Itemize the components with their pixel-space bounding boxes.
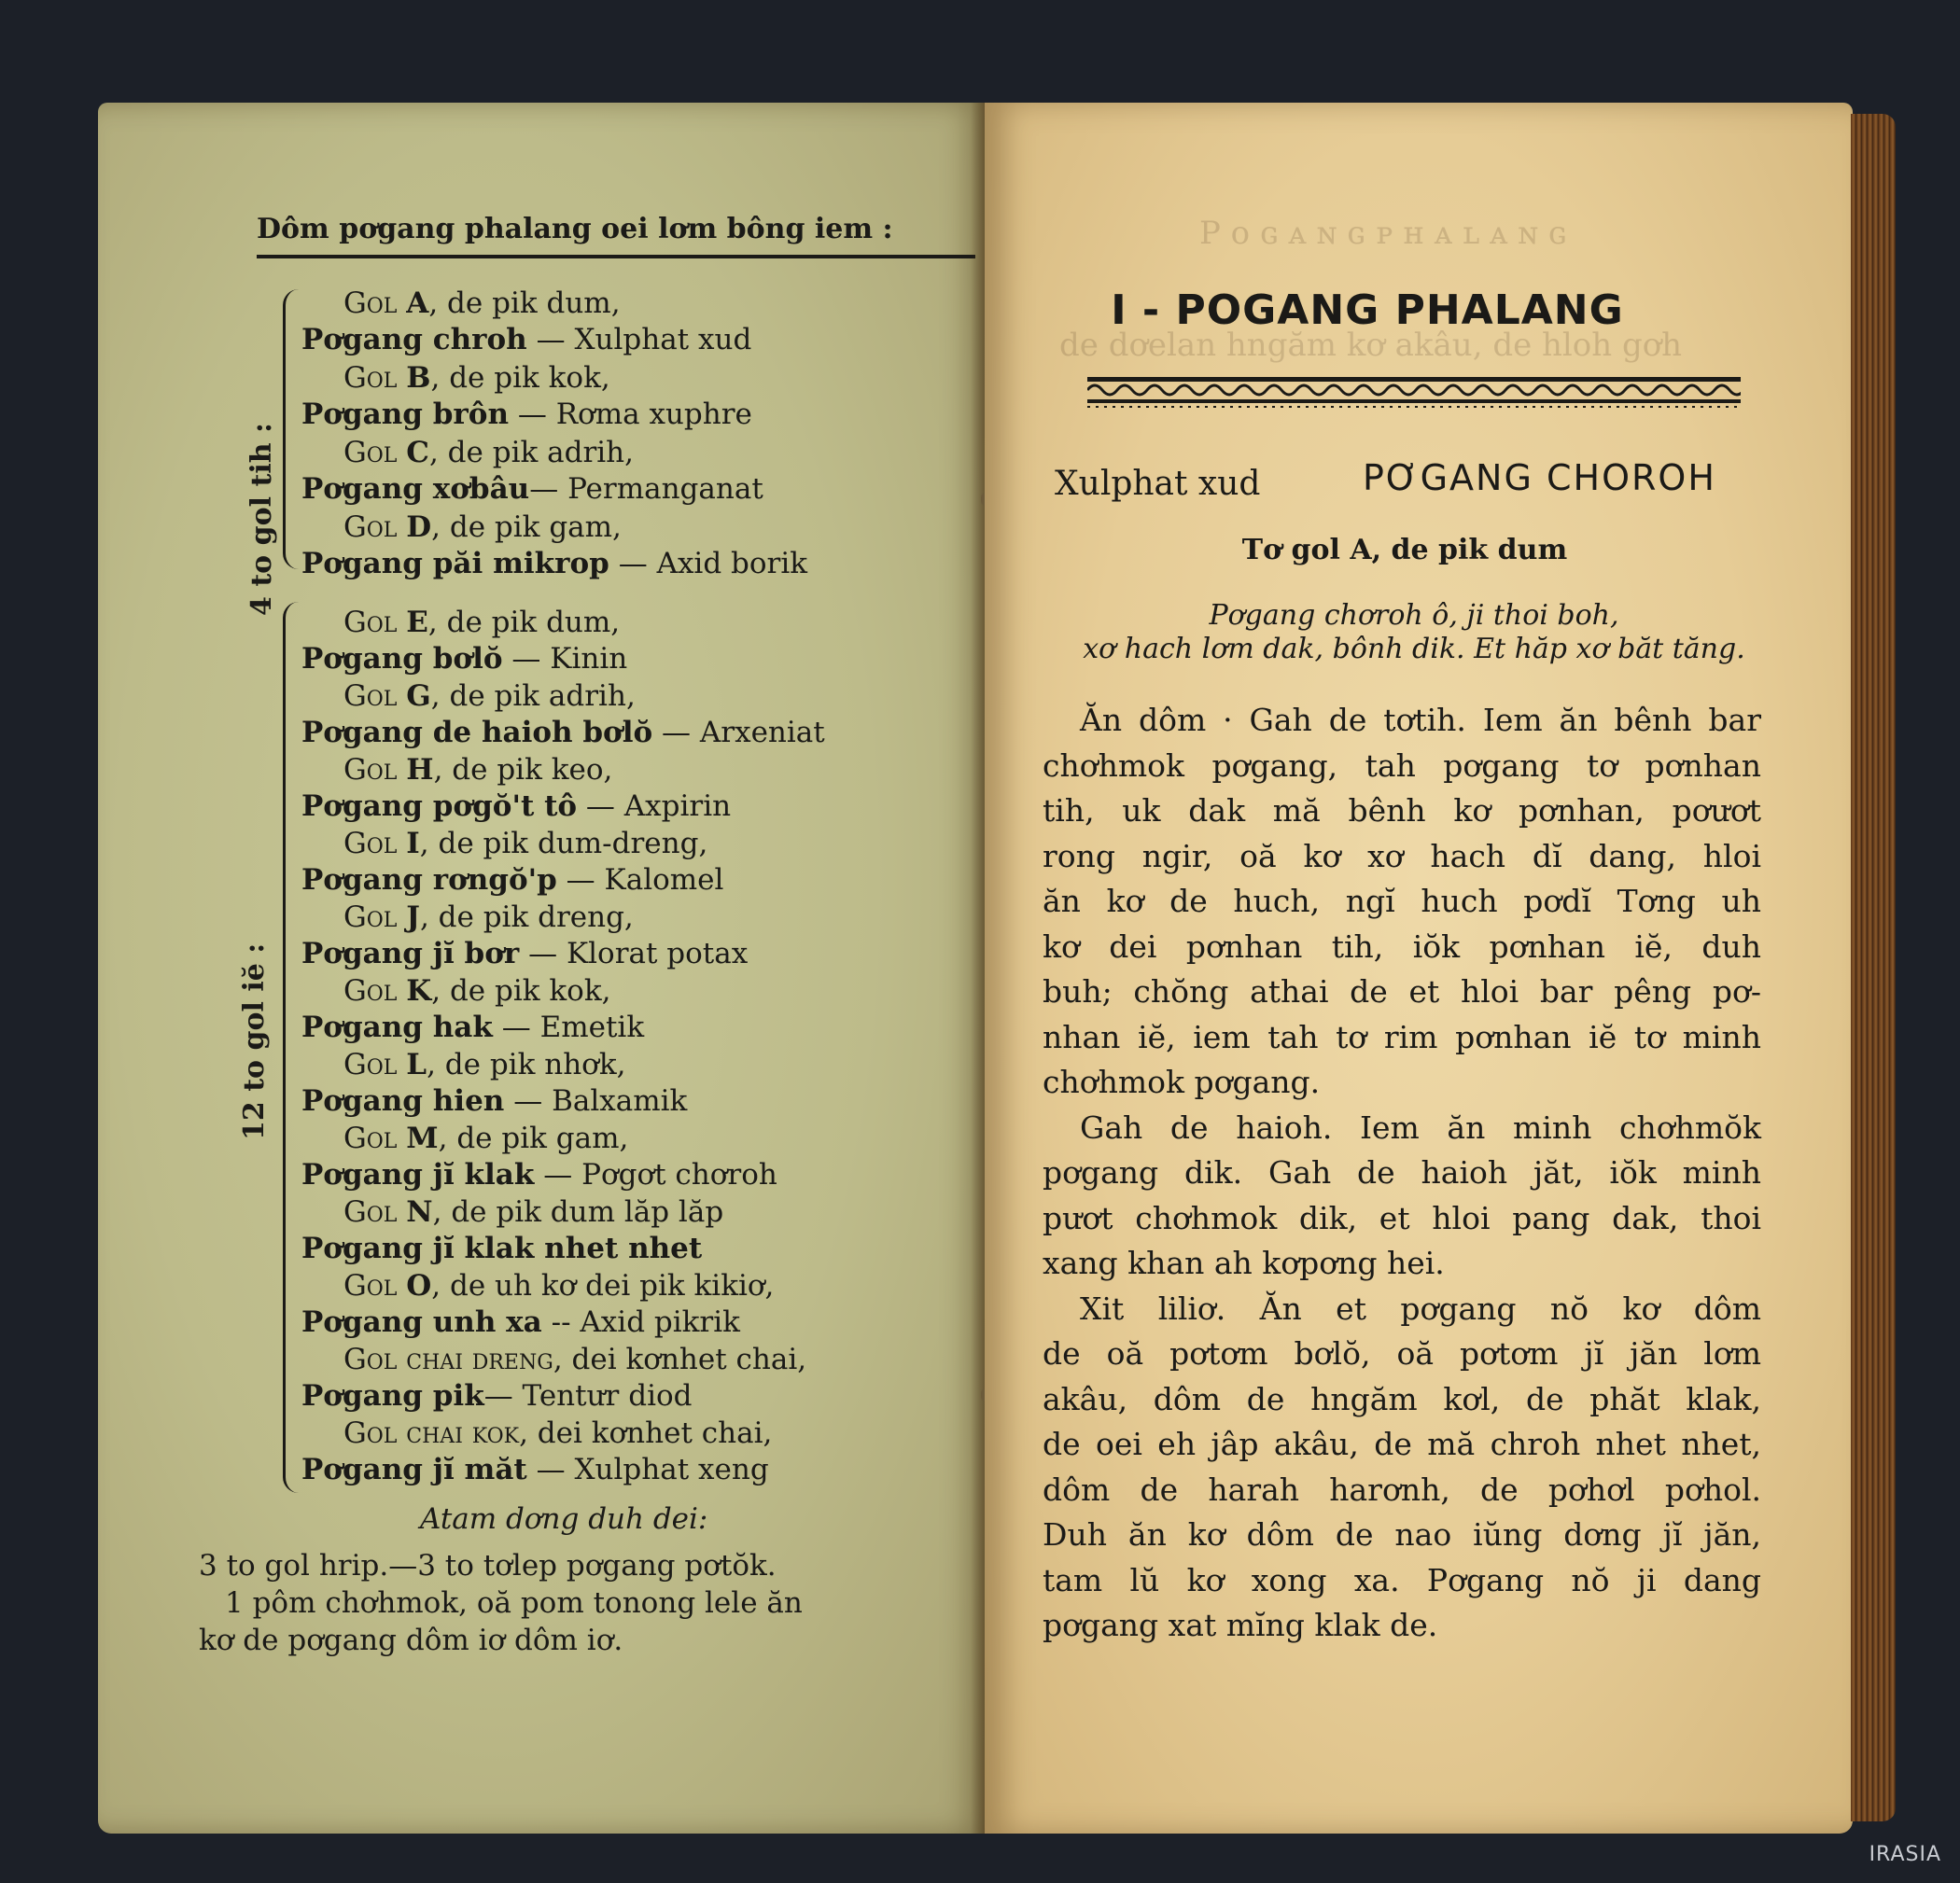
body-line: Gah de haioh. Iem ăn minh chơhmŏk: [1080, 1109, 1761, 1146]
footnote-line: 3 to gol hrip.—3 to tơlep pơgang pơtŏk.: [199, 1549, 777, 1583]
body-line: chơhmok pơgang, tah pơgang tơ pơnhan: [1043, 746, 1761, 784]
italic-description: [1022, 599, 1806, 666]
footnote: [199, 1547, 964, 1659]
list-item: Gol J, de pik dreng, Pơgang jĭ bơr — Klorat potax: [301, 900, 749, 970]
list-item: Gol L, de pik nhơk, Pơgang hien — Balxamik: [301, 1048, 688, 1118]
left-page: [98, 103, 985, 1834]
body-line: pơgang dik. Gah de haioh jăt, iŏk minh: [1043, 1154, 1761, 1191]
list-item: Gol C, de pik adrih, Pơgang xơbâu— Permanganat: [301, 436, 763, 506]
group1-entries: [301, 286, 983, 584]
right-page: [985, 103, 1853, 1834]
body-line: de oei eh jâp akâu, de mă chroh nhet nhet,: [1043, 1426, 1761, 1462]
body-line: buh; chŏng athai de et hloi bar pêng pơ-: [1043, 973, 1761, 1010]
group1-label: 4 to gol tih :: [245, 422, 278, 616]
body-line: xang khan ah kơpơng hei.: [1043, 1245, 1445, 1281]
body-line: Ăn dôm · Gah de tơtih. Iem ăn bênh bar: [1080, 702, 1761, 738]
body-line: pơgang xat mĭng klak de.: [1043, 1607, 1438, 1643]
list-item: Gol B, de pik kok, Pơgang brôn — Rơma xuphre: [301, 361, 752, 431]
italic-line: Pơgang chơroh ô, ji thoi boh,: [1209, 599, 1619, 632]
footnote-line: kơ de pơgang dôm iơ dôm iơ.: [199, 1624, 623, 1657]
list-item: Gol N, de pik dum lăp lăp Pơgang jĭ klak nhet nhet: [301, 1195, 724, 1265]
section-title: PƠGANG CHOROH: [1363, 457, 1716, 498]
body-line: akâu, dôm de hngăm kơl, de phăt klak,: [1043, 1380, 1761, 1417]
list-item: Gol H, de pik keo, Pơgang pơgŏ't tô — Axpirin: [301, 753, 732, 823]
atam-subheading: Atam dơng duh dei:: [420, 1502, 708, 1536]
section-label: Xulphat xud: [1055, 465, 1261, 503]
body-line: kơ dei pơnhan tih, iŏk pơnhan iĕ, duh: [1043, 928, 1761, 965]
body-line: rong ngir, oă kơ xơ hach dĭ dang, hloi: [1043, 837, 1761, 874]
list-item: Gol I, de pik dum-dreng, Pơgang rơngŏ'p — Kalomel: [301, 827, 724, 897]
body-line: ăn kơ de huch, ngĭ huch pơdĭ Tơng uh: [1043, 883, 1761, 919]
list-item: Gol K, de pik kok, Pơgang hak — Emetik: [301, 974, 645, 1044]
list-item: Gol M, de pik gam, Pơgang jĭ klak — Pơgơt chơroh: [301, 1122, 777, 1192]
body-line: chơhmok pơgang.: [1043, 1064, 1321, 1100]
list-item: Gol chai kok, dei kơnhet chai, Pơgang jĭ măt — Xulphat xeng: [301, 1416, 773, 1486]
list-item: Gol G, de pik adrih, Pơgang de haioh bơlŏ — Arxeniat: [301, 679, 825, 749]
show-through-text: de dơelan hngăm kơ akâu, de hloh gơh: [1059, 327, 1683, 364]
body-line: de oă pơtơm bơlŏ, oă pơtơm jĭ jăn lơm: [1043, 1335, 1761, 1372]
list-item: Gol E, de pik dum, Pơgang bơlŏ — Kinin: [301, 606, 628, 676]
body-line: tih, uk dak mă bênh kơ pơnhan, pơươt: [1043, 792, 1761, 829]
list-item: Gol O, de uh kơ dei pik kikiơ, Pơgang unh xa -- Axid pikrik: [301, 1269, 775, 1339]
group2-entries: [301, 605, 983, 1489]
body-text: [1043, 698, 1761, 1649]
body-line: tam lŭ kơ xong xa. Pơgang nŏ ji dang: [1043, 1561, 1761, 1598]
body-line: Duh ăn kơ dôm de nao iŭng dơng jĭ jăn,: [1043, 1516, 1761, 1553]
watermark: IRASIA: [1869, 1843, 1941, 1866]
show-through-text: P ᴏ ɢ ᴀ ɴ ɢ ᴘ ʜ ᴀ ʟ ᴀ ɴ ɢ: [1199, 215, 1567, 252]
footnote-line: 1 pôm chơhmok, oă pom tonong lele ăn: [225, 1586, 803, 1620]
list-item: Gol A, de pik dum, Pơgang chroh — Xulphat xud: [301, 286, 752, 356]
italic-line: xơ hach lơm dak, bônh dik. Et hăp xơ băt tăng.: [1083, 633, 1745, 665]
page-title: I - POGANG PHALANG: [1111, 286, 1624, 334]
ornament-divider: [1087, 375, 1741, 409]
group2-label: 12 to gol iĕ :: [238, 942, 271, 1140]
body-line: dôm de harah harơnh, de pơhơl pơhol.: [1043, 1471, 1761, 1508]
left-page-heading: Dôm pơgang phalang oei lơm bông iem :: [257, 213, 975, 258]
group2-brace: [283, 602, 299, 1493]
list-item: Gol chai dreng, dei kơnhet chai, Pơgang pik— Tentưr diod: [301, 1343, 807, 1413]
page-edges: [1851, 114, 1896, 1821]
list-item: Gol D, de pik gam, Pơgang păi mikrop — Axid borik: [301, 510, 808, 580]
subheading: Tơ gol A, de pik dum: [1241, 534, 1568, 566]
body-line: Xit liliơ. Ăn et pơgang nŏ kơ dôm: [1080, 1290, 1761, 1327]
group1-brace: [283, 289, 299, 569]
body-line: pươt chơhmok dik, et hloi pang dak, thoi: [1043, 1199, 1761, 1236]
body-line: nhan iĕ, iem tah tơ rim pơnhan iĕ tơ minh: [1043, 1018, 1761, 1055]
open-book: [98, 103, 1899, 1834]
